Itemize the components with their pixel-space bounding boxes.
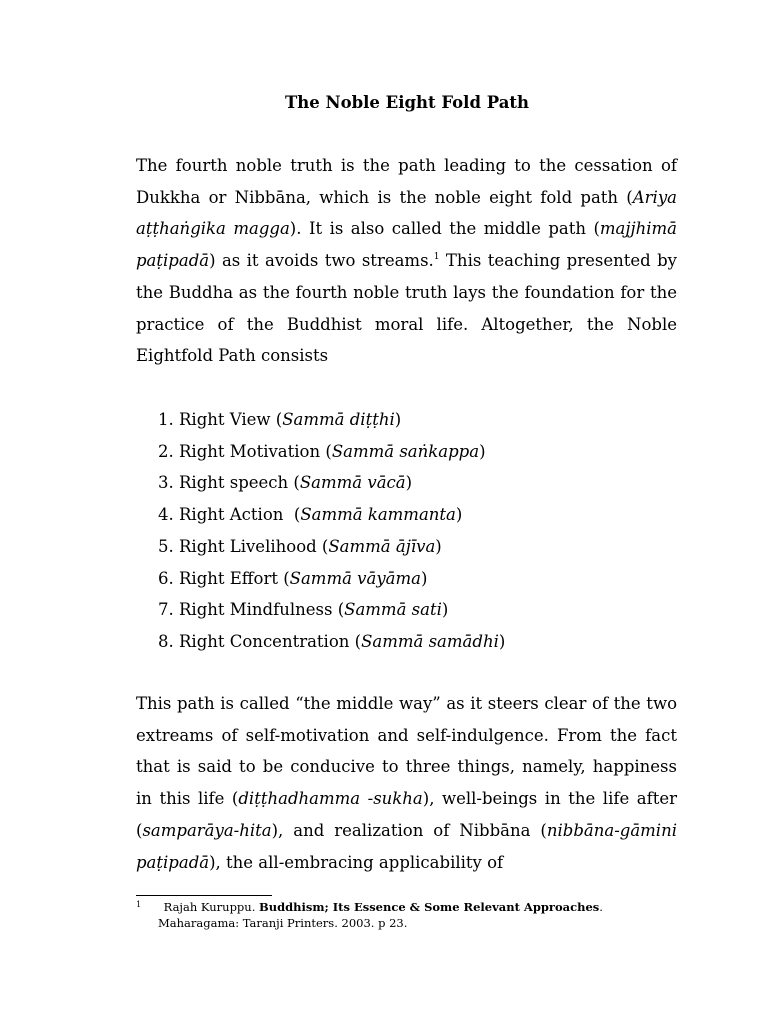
list-item-label: 3. Right speech ( (158, 473, 300, 493)
list-item (158, 626, 505, 658)
footnote-period: . (599, 900, 603, 914)
list-item (158, 499, 505, 531)
middle-way-paragraph (136, 688, 677, 878)
footnote-separator (136, 895, 272, 896)
list-item-close: ) (435, 536, 442, 556)
list-item-close: ) (394, 410, 402, 429)
list-item-label: 2. Right Motivation ( (158, 441, 332, 461)
footnote-publication: Maharagama: Taranji Printers. 2003. p 23. (158, 916, 408, 930)
footnote-line-1: 1 Rajah Kuruppu. Buddhism; Its Essence & Some Relevant Approaches. (136, 900, 603, 914)
list-item-label: 4. Right Action ( (158, 505, 301, 525)
intro-text-2: ). It is also called the middle path ( (289, 219, 600, 239)
list-item-label: 8. Right Concentration ( (158, 631, 362, 651)
list-item-pali: Sammā saṅkappa (331, 441, 480, 461)
middle-text-4: ), the all-embracing applicability of (209, 852, 504, 872)
footnote-reference: 1 (433, 252, 440, 263)
eightfold-path-list (158, 404, 505, 658)
list-item-pali: Sammā vācā (299, 473, 406, 493)
list-item-close: ) (441, 600, 449, 620)
intro-pali-term-2: majjhimā paṭipadā (136, 219, 677, 271)
middle-text-1: This path is called “the middle way” as it steers clear of the two extreams of self-motivation and self-indulgence. From the fact that is said to be conducive to three things, namely, happiness in this life ( (136, 694, 677, 809)
intro-text-4: This teaching presented by the Buddha as the fourth noble truth lays the foundation for the practice of the Buddhist moral life. Altogether, the Noble Eightfold Path consists (136, 251, 677, 366)
list-item-pali: Sammā samādhi (361, 631, 499, 651)
footnote-author: Rajah Kuruppu. (160, 900, 260, 914)
list-item-pali: Sammā kammanta (300, 505, 456, 525)
list-item-label: 7. Right Mindfulness ( (158, 600, 345, 620)
list-item (158, 436, 505, 468)
list-item (158, 404, 505, 436)
intro-text-3: ) as it avoids two streams. (209, 251, 434, 271)
list-item-pali: Sammā ājīva (328, 536, 436, 556)
list-item-label: 5. Right Livelihood ( (158, 536, 329, 556)
list-item-label: 1. Right View ( (158, 410, 283, 429)
list-item-pali: Sammā diṭṭhi (282, 410, 395, 429)
list-item-pali: Sammā sati (344, 600, 442, 620)
list-item-pali: Sammā vāyāma (289, 568, 421, 588)
list-item (158, 467, 505, 499)
intro-pali-term-1: Ariya aṭṭhaṅgika magga (136, 187, 677, 239)
list-item-close: ) (479, 441, 486, 461)
list-item (158, 531, 505, 563)
intro-paragraph (136, 150, 677, 372)
middle-text-3: ), and realization of Nibbāna ( (271, 820, 547, 840)
list-item (158, 594, 505, 626)
list-item-close: ) (498, 631, 506, 651)
middle-pali-term-1: diṭṭhadhamma -sukha (238, 789, 423, 809)
intro-text-1: The fourth noble truth is the path leading to the cessation of Dukkha or Nibbāna, which is the noble eight fold path ( (136, 156, 677, 207)
list-item-close: ) (405, 473, 413, 493)
list-item (158, 563, 505, 595)
list-item-close: ) (455, 505, 463, 525)
list-item-label: 6. Right Effort ( (158, 568, 290, 588)
footnote (136, 899, 696, 931)
middle-pali-term-2: samparāya-hita (142, 820, 272, 840)
middle-text-2: ), well-beings in the life after ( (136, 789, 677, 840)
middle-pali-term-3: nibbāna-gāmini paṭipadā (136, 820, 677, 872)
footnote-book-title: Buddhism; Its Essence & Some Relevant Approaches (259, 900, 600, 914)
page-title: The Noble Eight Fold Path (284, 93, 530, 112)
list-item-close: ) (420, 568, 428, 588)
